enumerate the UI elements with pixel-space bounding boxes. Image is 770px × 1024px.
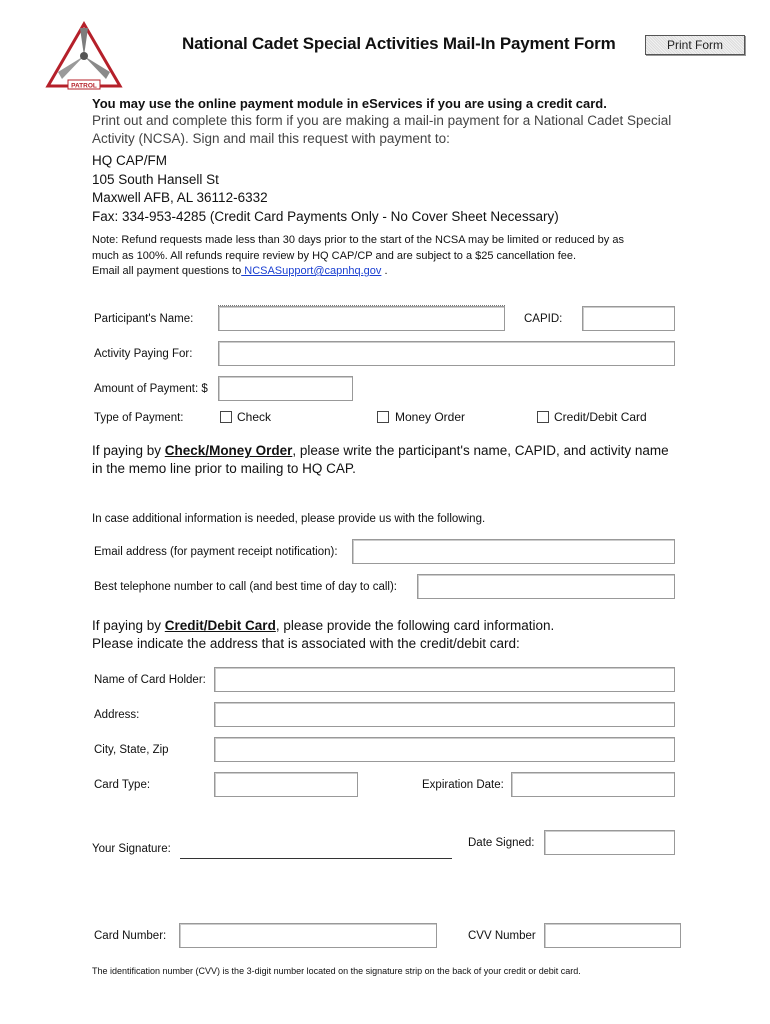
check-line1-rest: , please write the participant's name, CAPID, and activity name bbox=[292, 443, 669, 458]
check-checkbox[interactable] bbox=[220, 411, 232, 423]
card-number-field[interactable] bbox=[179, 923, 437, 948]
amount-label: Amount of Payment: $ bbox=[94, 383, 208, 395]
money-order-checkbox[interactable] bbox=[377, 411, 389, 423]
cvv-label: CVV Number bbox=[468, 930, 536, 942]
card-line1-rest: , please provide the following card information. bbox=[275, 618, 555, 633]
card-number-label: Card Number: bbox=[94, 930, 167, 942]
participant-name-label: Participant's Name: bbox=[94, 313, 194, 325]
expiration-field[interactable] bbox=[511, 772, 675, 797]
card-address-field[interactable] bbox=[214, 702, 675, 727]
city-state-zip-label: City, State, Zip bbox=[94, 744, 169, 756]
support-email-link[interactable]: NCSASupport@capnhq.gov bbox=[241, 265, 382, 277]
card-holder-label: Name of Card Holder: bbox=[94, 674, 206, 686]
payment-type-label: Type of Payment: bbox=[94, 412, 184, 424]
capid-label: CAPID: bbox=[524, 313, 563, 325]
cvv-field[interactable] bbox=[544, 923, 681, 948]
check-prefix: If paying by bbox=[92, 443, 165, 458]
activity-field[interactable] bbox=[218, 341, 675, 366]
card-type-label: Card Type: bbox=[94, 779, 151, 791]
phone-label: Best telephone number to call (and best time of day to call): bbox=[94, 581, 397, 593]
note-email-suffix: . bbox=[381, 265, 388, 277]
participant-name-field[interactable] bbox=[218, 306, 505, 331]
signature-label: Your Signature: bbox=[92, 843, 171, 855]
check-option-label: Check bbox=[237, 410, 272, 424]
phone-field[interactable] bbox=[417, 574, 675, 599]
card-line2: Please indicate the address that is associated with the credit/debit card: bbox=[92, 636, 520, 651]
credit-debit-checkbox[interactable] bbox=[537, 411, 549, 423]
email-label: Email address (for payment receipt notification): bbox=[94, 546, 338, 558]
mailing-address bbox=[92, 152, 559, 226]
check-instructions bbox=[92, 442, 732, 478]
card-holder-field[interactable] bbox=[214, 667, 675, 692]
address-line: 105 South Hansell St bbox=[92, 171, 219, 187]
address-line: Maxwell AFB, AL 36112-6332 bbox=[92, 190, 268, 205]
capid-field[interactable] bbox=[582, 306, 675, 331]
cvv-footnote: The identification number (CVV) is the 3-digit number located on the signature strip on the back of your credit or debit card. bbox=[92, 966, 581, 976]
note-email-prefix: Email all payment questions to bbox=[92, 265, 242, 277]
note-line: much as 100%. All refunds require review by HQ CAP/CP and are subject to a $25 cancellation fee. bbox=[92, 249, 577, 262]
refund-note bbox=[92, 233, 692, 280]
cap-logo bbox=[44, 20, 124, 92]
intro-bold-line: You may use the online payment module in eServices if you are using a credit card. bbox=[92, 96, 607, 111]
contact-intro: In case additional information is needed, please provide us with the following. bbox=[92, 513, 486, 525]
activity-label: Activity Paying For: bbox=[94, 348, 193, 360]
card-type-field[interactable] bbox=[214, 772, 358, 797]
amount-field[interactable] bbox=[218, 376, 353, 401]
card-emphasis: Credit/Debit Card bbox=[164, 618, 276, 633]
card-prefix: If paying by bbox=[92, 618, 165, 633]
note-line bbox=[92, 264, 692, 280]
logo-text: PATROL bbox=[71, 82, 97, 90]
check-line2: in the memo line prior to mailing to HQ CAP. bbox=[92, 461, 356, 476]
address-line: Fax: 334-953-4285 (Credit Card Payments Only - No Cover Sheet Necessary) bbox=[92, 208, 559, 224]
money-order-option-label: Money Order bbox=[395, 410, 466, 424]
credit-debit-option-label: Credit/Debit Card bbox=[554, 410, 647, 424]
email-field[interactable] bbox=[352, 539, 675, 564]
note-line: Note: Refund requests made less than 30 days prior to the start of the NCSA may be limited or reduced by as bbox=[92, 234, 624, 246]
date-signed-field[interactable] bbox=[544, 830, 675, 855]
intro-text: Print out and complete this form if you are making a mail-in payment for a National Cadet Special Activity (NCSA). Sign and mail this request with payment to: bbox=[92, 113, 672, 146]
signature-line[interactable] bbox=[180, 858, 452, 859]
address-line: HQ CAP/FM bbox=[92, 153, 168, 168]
date-signed-label: Date Signed: bbox=[468, 837, 535, 849]
card-address-label: Address: bbox=[94, 709, 140, 721]
card-instructions bbox=[92, 617, 732, 653]
print-form-button[interactable]: Print Form bbox=[645, 35, 745, 55]
page-title: National Cadet Special Activities Mail-In Payment Form bbox=[182, 34, 616, 53]
city-state-zip-field[interactable] bbox=[214, 737, 675, 762]
expiration-label: Expiration Date: bbox=[422, 779, 504, 791]
check-emphasis: Check/Money Order bbox=[164, 443, 293, 458]
